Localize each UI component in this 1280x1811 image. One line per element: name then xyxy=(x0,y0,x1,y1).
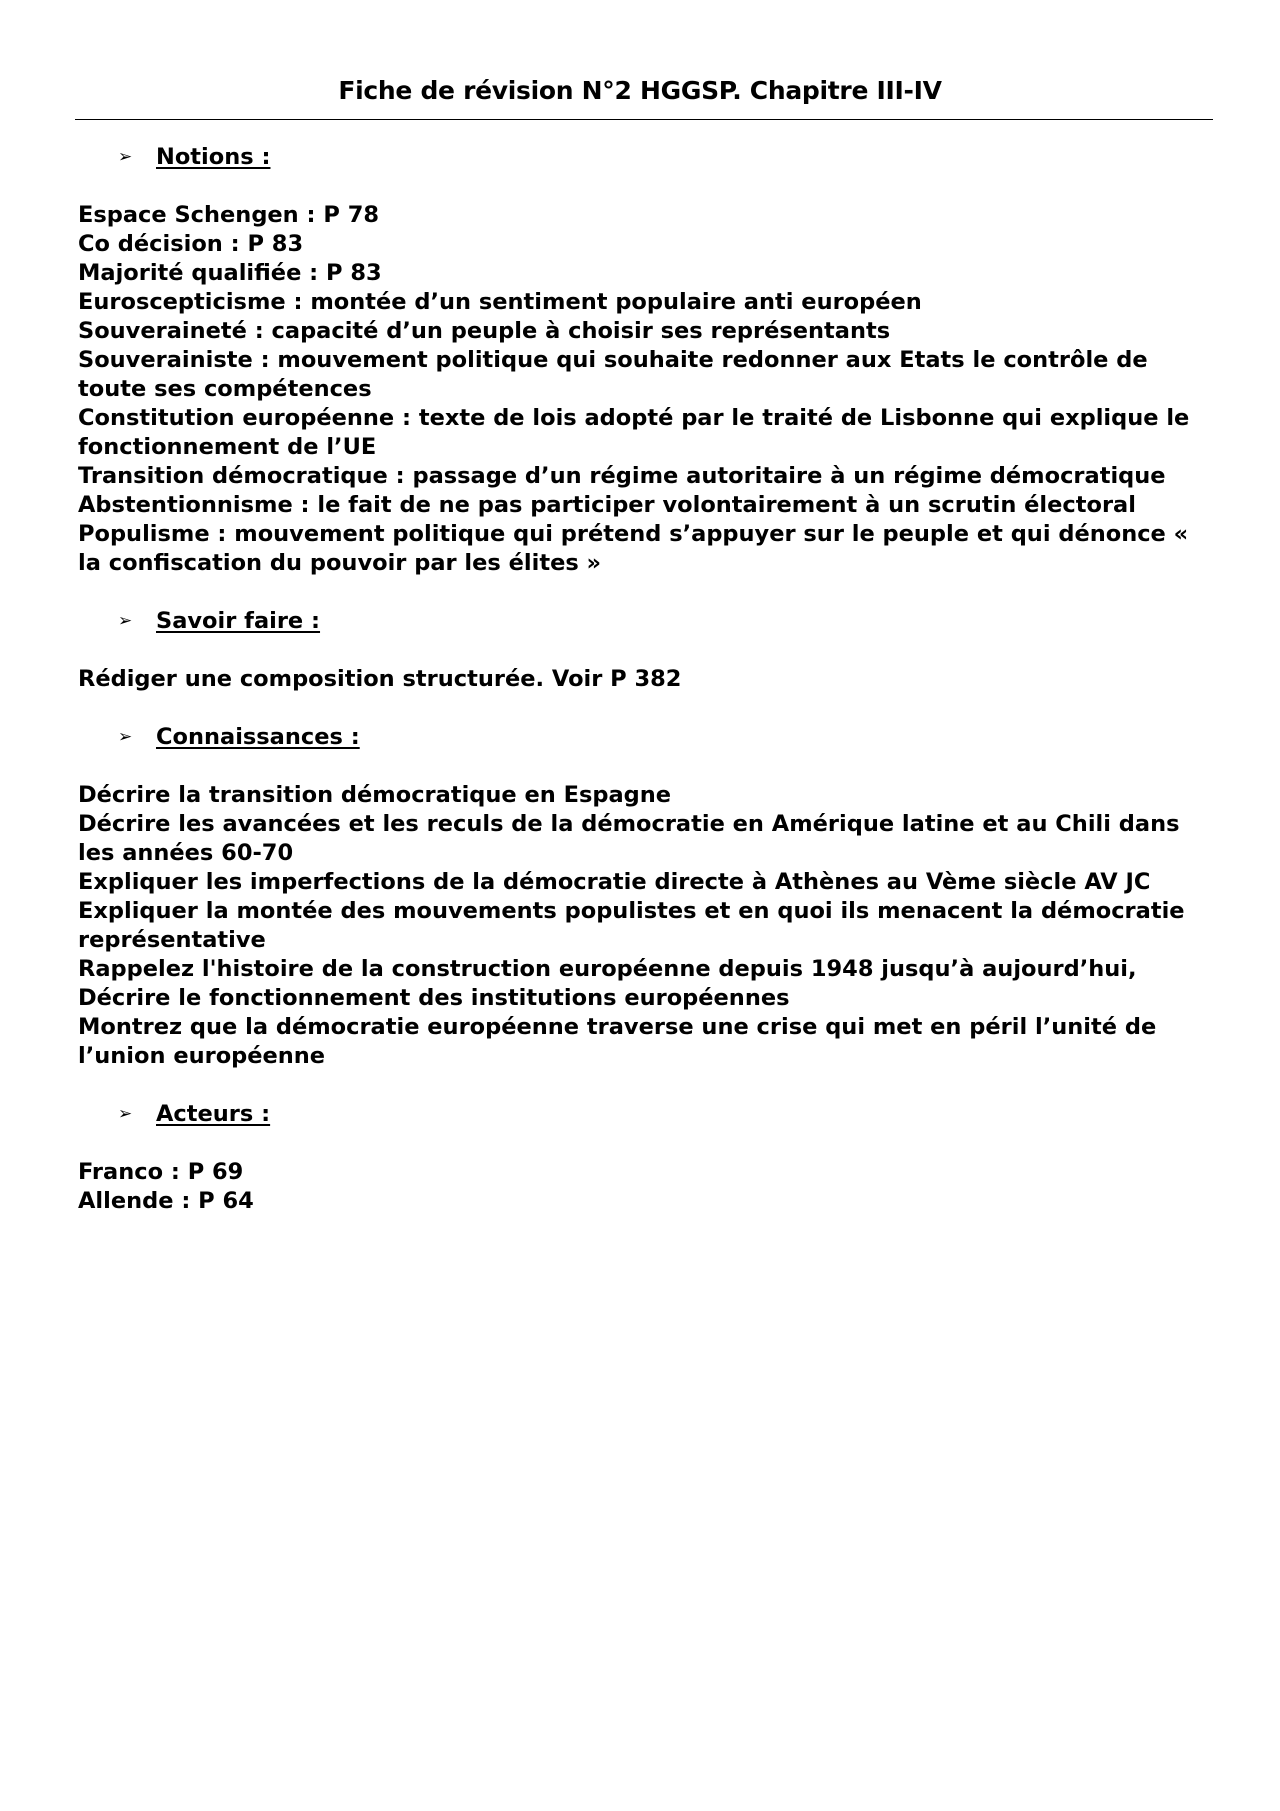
list-item: Abstentionnisme : le fait de ne pas participer volontairement à un scrutin électoral xyxy=(78,492,1136,518)
list-item: Décrire le fonctionnement des institutions européennes xyxy=(78,985,790,1011)
section-title: Acteurs : xyxy=(156,1101,271,1127)
title-divider xyxy=(75,119,1213,120)
section-heading-acteurs xyxy=(118,1100,1218,1129)
document-body xyxy=(78,143,1218,1216)
list-item: Franco : P 69 xyxy=(78,1159,244,1185)
spacer xyxy=(78,1129,1218,1158)
connaissances-list xyxy=(78,781,1218,1071)
list-item: Allende : P 64 xyxy=(78,1188,254,1214)
section-heading-notions xyxy=(118,143,1218,172)
arrow-bullet-icon: ➢ xyxy=(118,1104,133,1124)
section-heading-savoir-faire xyxy=(118,607,1218,636)
list-item: Souveraineté : capacité d’un peuple à choisir ses représentants xyxy=(78,318,891,344)
spacer xyxy=(78,578,1218,607)
arrow-bullet-icon: ➢ xyxy=(118,611,133,631)
list-item: Majorité qualifiée : P 83 xyxy=(78,260,382,286)
list-item: Co décision : P 83 xyxy=(78,231,304,257)
spacer xyxy=(78,636,1218,665)
list-item: Populisme : mouvement politique qui prétend s’appuyer sur le peuple et qui dénonce « la confiscation du pouvoir par les élites » xyxy=(78,521,1189,576)
list-item: Montrez que la démocratie européenne traverse une crise qui met en péril l’unité de l’union européenne xyxy=(78,1014,1157,1069)
savoir-faire-list xyxy=(78,665,1218,694)
spacer xyxy=(78,752,1218,781)
acteurs-list xyxy=(78,1158,1218,1216)
spacer xyxy=(78,694,1218,723)
document-title: Fiche de révision N°2 HGGSP. Chapitre III-IV xyxy=(338,76,942,105)
list-item: Transition démocratique : passage d’un régime autoritaire à un régime démocratique xyxy=(78,463,1166,489)
list-item: Constitution européenne : texte de lois adopté par le traité de Lisbonne qui explique le fonctionnement de l’UE xyxy=(78,405,1190,460)
arrow-bullet-icon: ➢ xyxy=(118,147,133,167)
list-item: Rédiger une composition structurée. Voir P 382 xyxy=(78,666,682,692)
spacer xyxy=(78,172,1218,201)
section-title: Connaissances : xyxy=(156,724,360,750)
list-item: Euroscepticisme : montée d’un sentiment populaire anti européen xyxy=(78,289,922,315)
list-item: Souverainiste : mouvement politique qui souhaite redonner aux Etats le contrôle de toute ses compétences xyxy=(78,347,1148,402)
section-heading-connaissances xyxy=(118,723,1218,752)
section-title: Notions : xyxy=(156,144,271,170)
list-item: Décrire les avancées et les reculs de la démocratie en Amérique latine et au Chili dans les années 60-70 xyxy=(78,811,1180,866)
arrow-bullet-icon: ➢ xyxy=(118,727,133,747)
list-item: Décrire la transition démocratique en Espagne xyxy=(78,782,672,808)
list-item: Expliquer les imperfections de la démocratie directe à Athènes au Vème siècle AV JC xyxy=(78,869,1151,895)
list-item: Espace Schengen : P 78 xyxy=(78,202,380,228)
list-item: Expliquer la montée des mouvements populistes et en quoi ils menacent la démocratie représentative xyxy=(78,898,1185,953)
list-item: Rappelez l'histoire de la construction européenne depuis 1948 jusqu’à aujourd’hui, xyxy=(78,956,1137,982)
notions-list xyxy=(78,201,1218,578)
spacer xyxy=(78,1071,1218,1100)
section-title: Savoir faire : xyxy=(156,608,321,634)
